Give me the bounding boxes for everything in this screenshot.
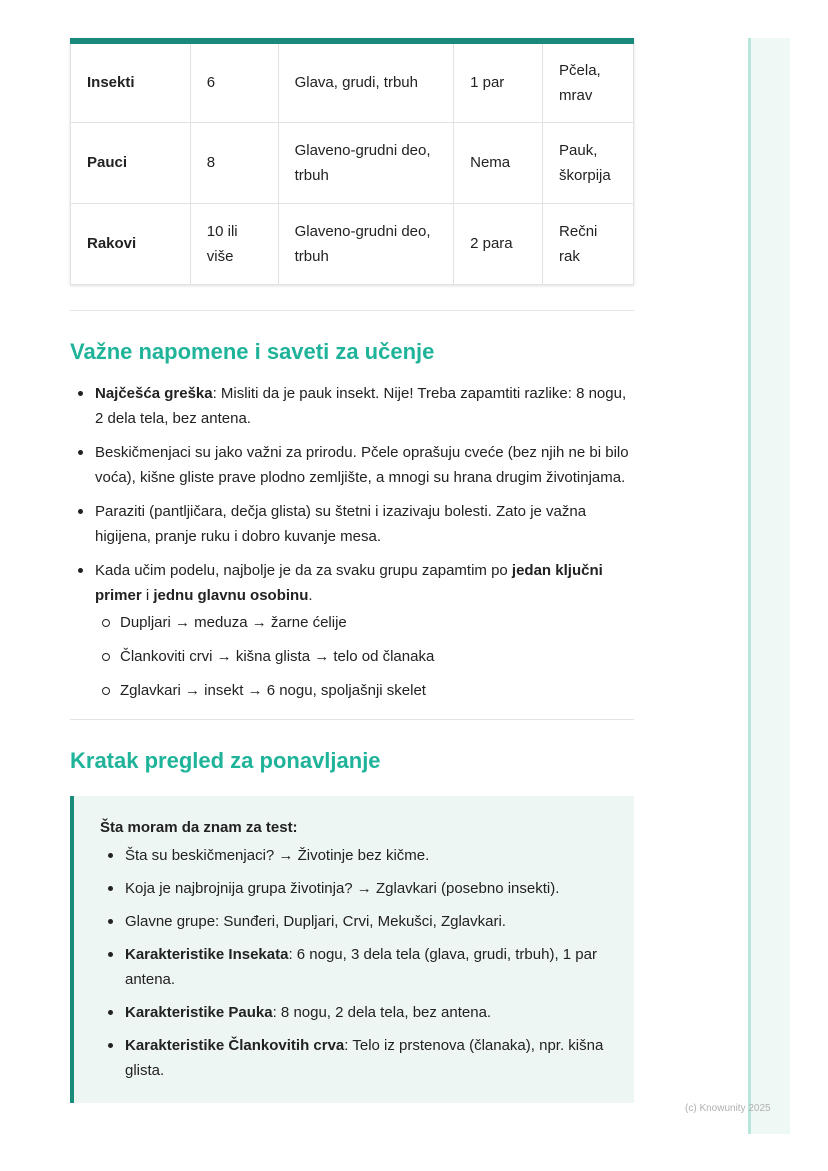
sub-list-item: Zglavkari → insekt → 6 nogu, spoljašnji skelet (95, 678, 634, 703)
notes-heading: Važne napomene i saveti za učenje (70, 338, 435, 364)
notes-list (70, 381, 634, 703)
list-item (70, 558, 634, 703)
page-content (70, 38, 634, 1103)
section-divider (70, 719, 634, 720)
item-text: : Telo iz prstenova (članaka), npr. kišna glista. (125, 1036, 604, 1079)
list-item (70, 440, 634, 490)
item-text: : Misliti da je pauk insekt. Nije! Treba zapamtiti razlike: 8 nogu, 2 dela tela, bez antena. (95, 384, 627, 427)
item-text: : 6 nogu, 3 dela tela (glava, grudi, trbuh), 1 par antena. (125, 945, 597, 988)
bold-term: Karakteristike Člankovitih crva (125, 1036, 345, 1054)
bold-term: Karakteristike Insekata (125, 945, 289, 963)
list-item (100, 843, 608, 868)
list-item (100, 876, 608, 901)
table-cell: Pauci (71, 122, 191, 203)
bold-term: jedan ključni primer (95, 561, 603, 604)
item-text: Paraziti (pantljičara, dečja glista) su štetni i izazivaju bolesti. Zato je važna higijena, pranje ruku i dobro kuvanje mesa. (95, 502, 587, 545)
list-item (100, 1033, 608, 1083)
bold-term: Najčešća greška (95, 384, 213, 402)
table-cell: Glaveno-grudni deo, trbuh (278, 122, 454, 203)
table-cell: 8 (190, 122, 278, 203)
item-text: : 8 nogu, 2 dela tela, bez antena. (272, 1003, 492, 1021)
bold-term: jednu glavnu osobinu (153, 586, 309, 604)
item-text: Koja je najbrojnija grupa životinja? → Zglavkari (posebno insekti). (125, 879, 560, 897)
table-cell: Rakovi (71, 203, 191, 284)
item-text: Šta su beskičmenjaci? → Životinje bez kičme. (125, 846, 430, 864)
item-text: Glavne grupe: Sunđeri, Dupljari, Crvi, Mekušci, Zglavkari. (125, 912, 506, 930)
sub-list (95, 610, 634, 703)
list-item (70, 381, 634, 431)
table-cell: Glaveno-grudni deo, trbuh (278, 203, 454, 284)
copyright-footer: (c) Knowunity 2025 (685, 1103, 771, 1114)
item-text: . (308, 586, 313, 604)
table-cell: 1 par (454, 41, 543, 122)
table-cell: Glava, grudi, trbuh (278, 41, 454, 122)
item-text: Beskičmenjaci su jako važni za prirodu. Pčele oprašuju cveće (bez njih ne bi bilo voća), kišne gliste prave plodno zemljište, a mnogi su hrana drugim životinjama. (95, 443, 629, 486)
table-cell: Insekti (71, 41, 191, 122)
list-item (100, 942, 608, 992)
comparison-table (70, 38, 634, 285)
table-cell: 10 ili više (190, 203, 278, 284)
item-text: i (141, 586, 154, 604)
sub-list-item: Člankoviti crvi → kišna glista → telo od članaka (95, 644, 634, 669)
table-row (71, 41, 634, 122)
list-item (70, 499, 634, 549)
list-item (100, 909, 608, 934)
review-box-title: Šta moram da znam za test: (100, 818, 298, 836)
review-list (100, 843, 608, 1083)
review-box (70, 796, 634, 1103)
sub-list-item: Dupljari → meduza → žarne ćelije (95, 610, 634, 635)
list-item (100, 1000, 608, 1025)
table-cell: 2 para (454, 203, 543, 284)
bold-term: Karakteristike Pauka (125, 1003, 273, 1021)
right-margin-strip (748, 38, 790, 1134)
item-text: Kada učim podelu, najbolje je da za svaku grupu zapamtim po (95, 561, 512, 579)
review-heading: Kratak pregled za ponavljanje (70, 747, 381, 773)
table-cell: Nema (454, 122, 543, 203)
table-cell: Pčela, mrav (543, 41, 634, 122)
table-cell: Pauk, škorpija (543, 122, 634, 203)
table-row (71, 203, 634, 284)
section-divider (70, 310, 634, 311)
table-cell: 6 (190, 41, 278, 122)
table-row (71, 122, 634, 203)
table-cell: Rečni rak (543, 203, 634, 284)
